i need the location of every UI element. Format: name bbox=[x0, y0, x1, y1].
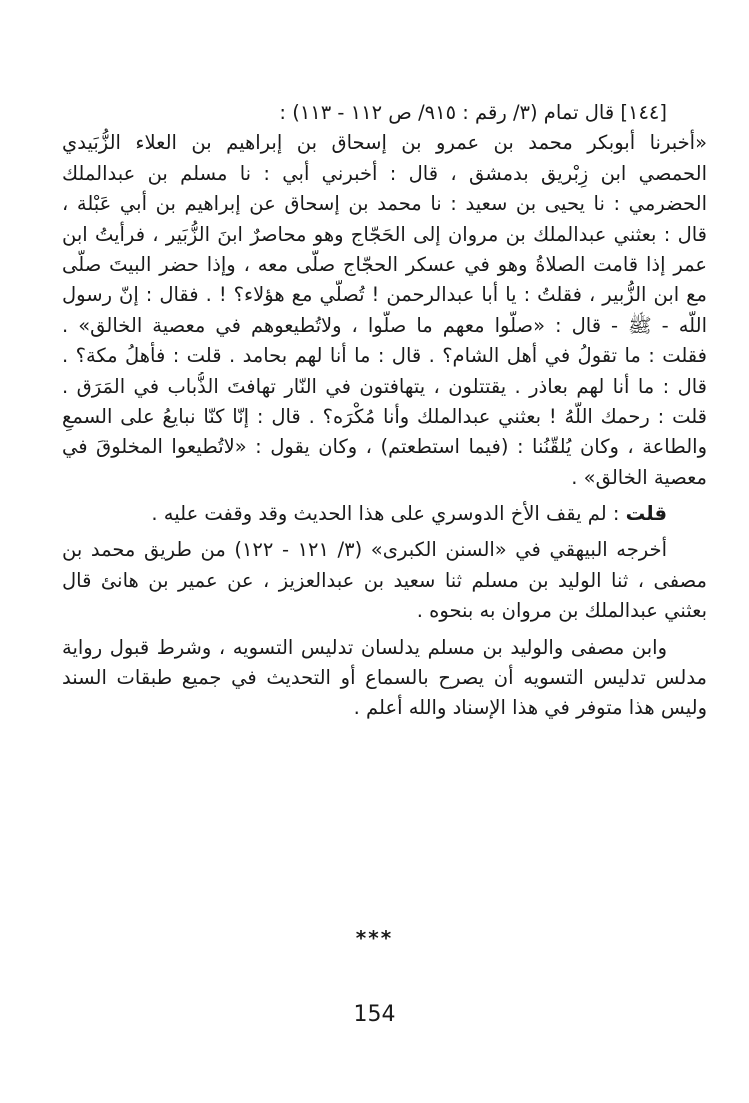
narration-line: قال : بعثني عبدالملك بن مروان إلى الحَجّاج وهو محاصرٌ ابنَ الزُّبَير ، فرأيتُ ابن bbox=[62, 222, 707, 246]
narration-line: قال : ما أنا لهم بعاذر . يقتتلون ، يتهافتون في النّار تهافتَ الذُّباب في المَرَق . bbox=[62, 374, 707, 398]
section-separator: *** bbox=[355, 926, 394, 950]
narration-line: والطاعة ، وكان يُلقّنُنا : (فيما استطعتم) ، وكان يقول : «لاتُطيعوا المخلوقَ في bbox=[62, 435, 707, 459]
note-label: قلت bbox=[625, 502, 667, 526]
takhrij-paragraph bbox=[62, 535, 707, 626]
hadith-header: [١٤٤] قال تمام (٣/ رقم : ٩١٥/ ص ١١٢ - ١١٣) : bbox=[279, 101, 667, 124]
note-text: : لم يقف الأخ الدوسري على هذا الحديث وقد وقفت عليه . bbox=[151, 502, 620, 526]
note-line bbox=[62, 499, 707, 529]
narration-line: «أخبرنا أبوبكر محمد بن عمرو بن إسحاق بن إبراهيم بن العلاء الزُّبَيدي bbox=[62, 131, 707, 155]
narration-line: قلت : رحمك اللّهُ ! بعثني عبدالملك وأنا مُكْرَه؟ . قال : إنّا كنّا نبايعُ على السمعِ bbox=[62, 404, 707, 428]
conclusion-line: وابن مصفى والوليد بن مسلم يدلسان تدليس التسويه ، وشرط قبول رواية bbox=[62, 635, 667, 659]
narration-line: معصية الخالق» . bbox=[571, 465, 707, 489]
takhrij-line: بعثني عبدالملك بن مروان به بنحوه . bbox=[416, 599, 707, 623]
page-number: 154 bbox=[353, 1002, 396, 1027]
conclusion-line: وليس هذا متوفر في هذا الإسناد والله أعلم . bbox=[353, 696, 707, 720]
narration-line: اللّه - ﷺ - قال : «صلُّوا معهم ما صلُّوا ، ولاتُطيعوهم في معصية الخالق» . bbox=[62, 313, 707, 337]
narration-line: فقلت : ما تقولُ في أهل الشام؟ . قال : ما أنا لهم بحامد . قلت : فأهلُ مكة؟ . bbox=[62, 344, 707, 368]
narration-line: الحضرمي : نا يحيى بن سعيد : نا محمد بن إسحاق عن إبراهيم بن أبي عَبْلة ، bbox=[62, 192, 707, 216]
takhrij-line: مصفى ، ثنا الوليد بن مسلم ثنا سعيد بن عبدالعزيز ، عن عمير بن هانئ قال bbox=[62, 568, 707, 592]
conclusion-line: مدلس تدليس التسويه أن يصرح بالسماع أو التحديث في جميع طبقات السند bbox=[62, 666, 707, 690]
takhrij-line: أخرجه البيهقي في «السنن الكبرى» (٣/ ١٢١ - ١٢٢) من طريق محمد بن bbox=[62, 538, 667, 562]
narration-line: الحمصي ابن زِبْريق بدمشق ، قال : أخبرني أبي : نا مسلم بن عبدالملك bbox=[62, 161, 707, 185]
conclusion-paragraph bbox=[62, 633, 707, 724]
main-text bbox=[62, 98, 707, 724]
narration-line: مع ابن الزُّبير ، فقلتُ : يا أبا عبدالرحمن ! تُصلّي مع هؤلاء؟ ! . فقال : إنّ رسول bbox=[62, 283, 707, 307]
narration-line: عمر إذا قامت الصلاةُ وهو في عسكر الحجّاج صلّى معه ، وإذا حضر البيتَ صلّى bbox=[62, 252, 707, 276]
narration-paragraph bbox=[62, 128, 707, 493]
